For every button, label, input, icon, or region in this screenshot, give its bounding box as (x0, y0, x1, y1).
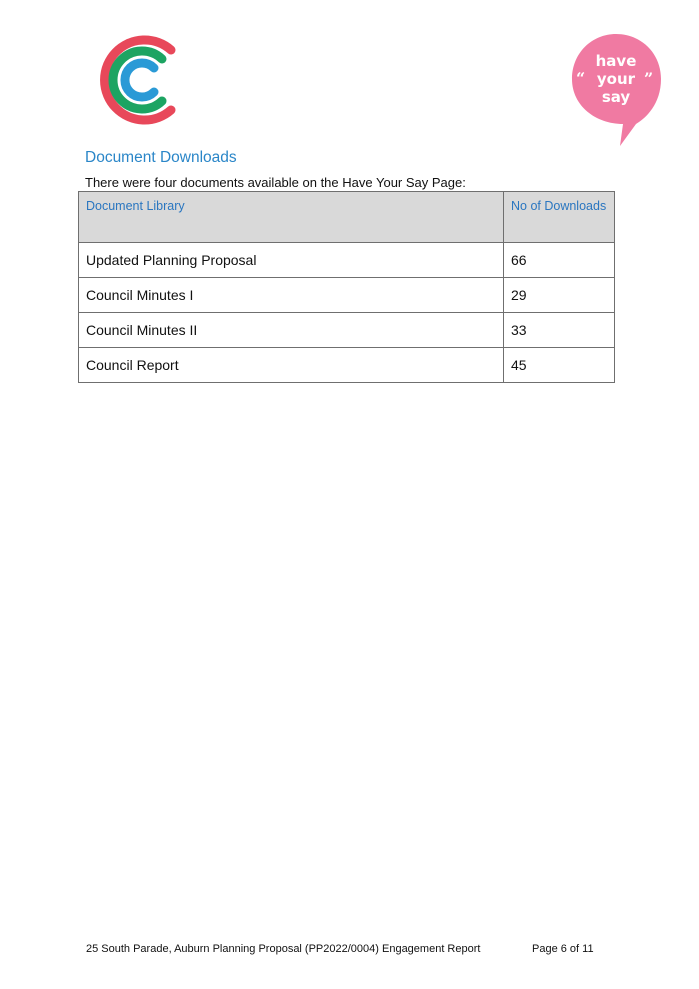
footer-report-title: 25 South Parade, Auburn Planning Proposal (PP2022/0004) Engagement Report (86, 943, 481, 955)
document-name-cell: Council Minutes I (79, 278, 504, 313)
have-your-say-logo (568, 32, 664, 148)
download-count-cell: 29 (504, 278, 615, 313)
table-row (79, 278, 615, 313)
open-quote-icon: “ (576, 69, 586, 88)
table-row (79, 313, 615, 348)
download-count-cell: 33 (504, 313, 615, 348)
table-row (79, 243, 615, 278)
section-heading: Document Downloads (85, 149, 237, 166)
council-c-logo-icon (88, 30, 180, 130)
document-name-cell: Updated Planning Proposal (79, 243, 504, 278)
hys-line-1: have (595, 52, 637, 70)
section-intro: There were four documents available on the Have Your Say Page: (85, 175, 466, 190)
table-row (79, 348, 615, 383)
close-quote-icon: ” (644, 69, 654, 88)
footer-page-number: Page 6 of 11 (532, 943, 594, 955)
table-header-row (79, 192, 615, 243)
download-count-cell: 45 (504, 348, 615, 383)
hys-line-2: your (596, 70, 636, 88)
council-logo (88, 30, 180, 130)
document-downloads-table (78, 191, 615, 383)
document-name-cell: Council Report (79, 348, 504, 383)
header-document-library: Document Library (79, 192, 504, 243)
hys-line-3: say (601, 88, 631, 106)
document-name-cell: Council Minutes II (79, 313, 504, 348)
download-count-cell: 66 (504, 243, 615, 278)
have-your-say-logo-icon (568, 32, 664, 148)
header-no-of-downloads: No of Downloads (504, 192, 615, 243)
